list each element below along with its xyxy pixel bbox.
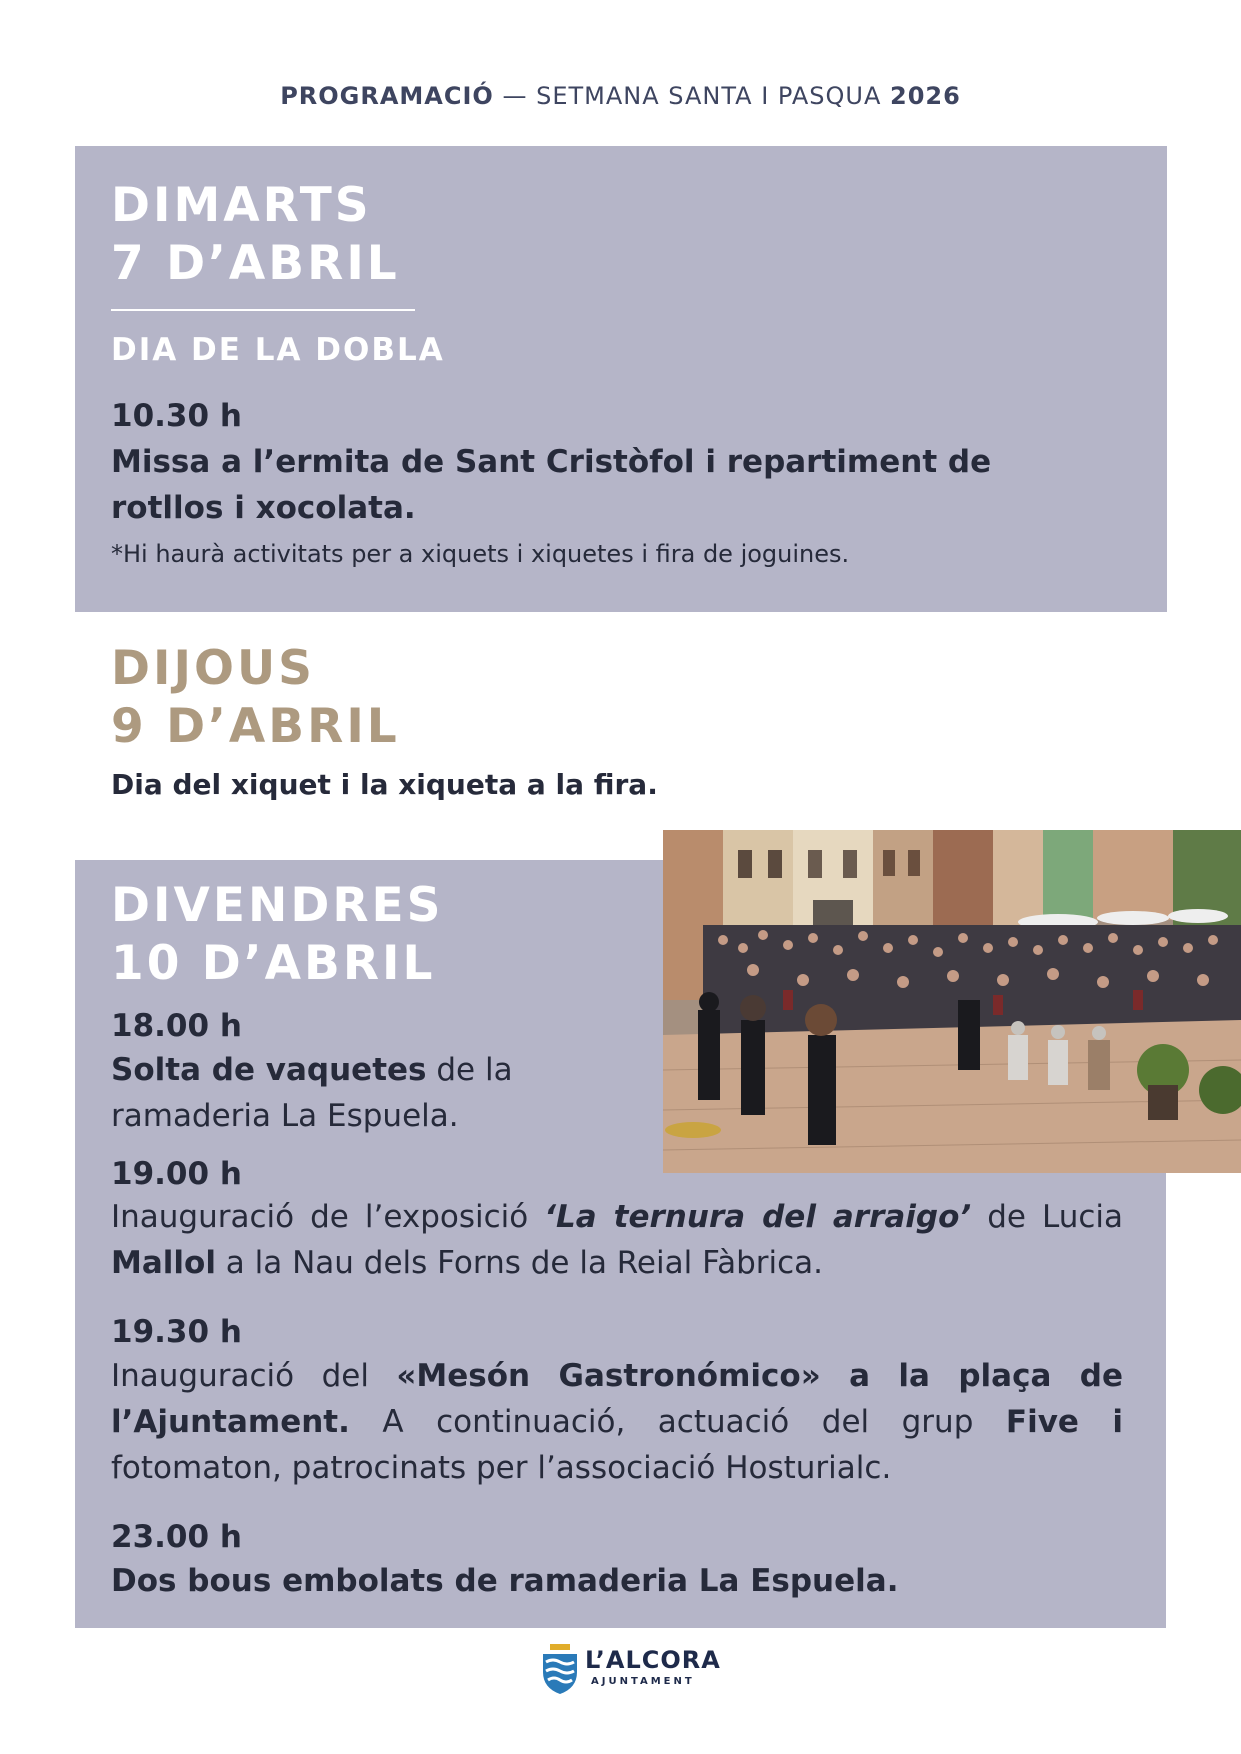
day3-event2-part1: Inauguració de l’exposició: [111, 1199, 545, 1235]
day3-event2-text: [111, 1194, 1123, 1286]
day3-event4-description: Dos bous embolats de ramaderia La Espuela.: [111, 1563, 899, 1599]
day3-event4-time: 23.00 h: [111, 1519, 242, 1555]
day1-title-weekday: DIMARTS: [111, 178, 372, 233]
day2-description: Dia del xiquet i la xiqueta a la fira.: [111, 768, 658, 801]
day3-event2-author: Mallol: [111, 1245, 216, 1281]
day2-text: [111, 762, 658, 808]
day3-event3-venue: «Mesón Gastronómico» a la plaça de l’Ajuntament.: [111, 1358, 1124, 1440]
header-dash: —: [502, 82, 528, 110]
concert-photo: [663, 830, 1241, 1173]
day1-event-description: Missa a l’ermita de Sant Cristòfol i repartiment de rotllos i xocolata.: [111, 444, 992, 526]
day3-event1-rest: de la: [426, 1052, 513, 1088]
day3-event3-text: [111, 1353, 1123, 1491]
concert-photo-illustration: [663, 830, 1241, 1173]
day1-divider: [111, 309, 415, 311]
day3-event3-time: 19.30 h: [111, 1314, 242, 1350]
day3-event4-text: [111, 1558, 898, 1604]
day3-event2-time: 19.00 h: [111, 1156, 242, 1192]
day3-title-date: 10 D’ABRIL: [111, 936, 436, 991]
header-subtitle: SETMANA SANTA I PASQUA: [536, 82, 882, 110]
logo-subtitle: AJUNTAMENT: [591, 1676, 695, 1687]
day3-event3-band: Five i: [1005, 1404, 1123, 1440]
day3-event2-part3: de Lucia: [971, 1199, 1123, 1235]
day3-event1-highlight: Solta de vaquetes: [111, 1052, 427, 1088]
day2-title-date: 9 D’ABRIL: [111, 699, 400, 754]
day1-event-text: [111, 439, 1111, 531]
day3-event3-part3: A continuació, actuació del grup: [349, 1404, 1006, 1440]
day3-event1-text: [111, 1047, 513, 1139]
day3-event2-part5: a la Nau dels Forns de la Reial Fàbrica.: [215, 1245, 823, 1281]
day3-event1-time: 18.00 h: [111, 1008, 242, 1044]
header-title: PROGRAMACIÓ: [280, 82, 494, 110]
day3-title-weekday: DIVENDRES: [111, 878, 444, 933]
day1-event-time: 10.30 h: [111, 398, 242, 434]
day1-event-note: *Hi haurà activitats per a xiquets i xiquetes i fira de joguines.: [111, 540, 850, 568]
day1-title-date: 7 D’ABRIL: [111, 236, 400, 291]
day3-event1-rest2: ramaderia La Espuela.: [111, 1098, 459, 1134]
day1-subtitle: DIA DE LA DOBLA: [111, 332, 445, 368]
page-header: [0, 82, 1241, 110]
day3-event3-part1: Inauguració del: [111, 1358, 397, 1394]
day2-title-weekday: DIJOUS: [111, 641, 315, 696]
logo-title: L’ALCORA: [585, 1646, 721, 1674]
coat-of-arms-icon: [540, 1644, 580, 1696]
ajuntament-logo: [540, 1640, 721, 1698]
day3-event3-part5: fotomaton, patrocinats per l’associació Hosturialc.: [111, 1450, 892, 1486]
header-year: 2026: [890, 82, 961, 110]
day3-event2-title: ‘La ternura del arraigo’: [544, 1199, 972, 1235]
